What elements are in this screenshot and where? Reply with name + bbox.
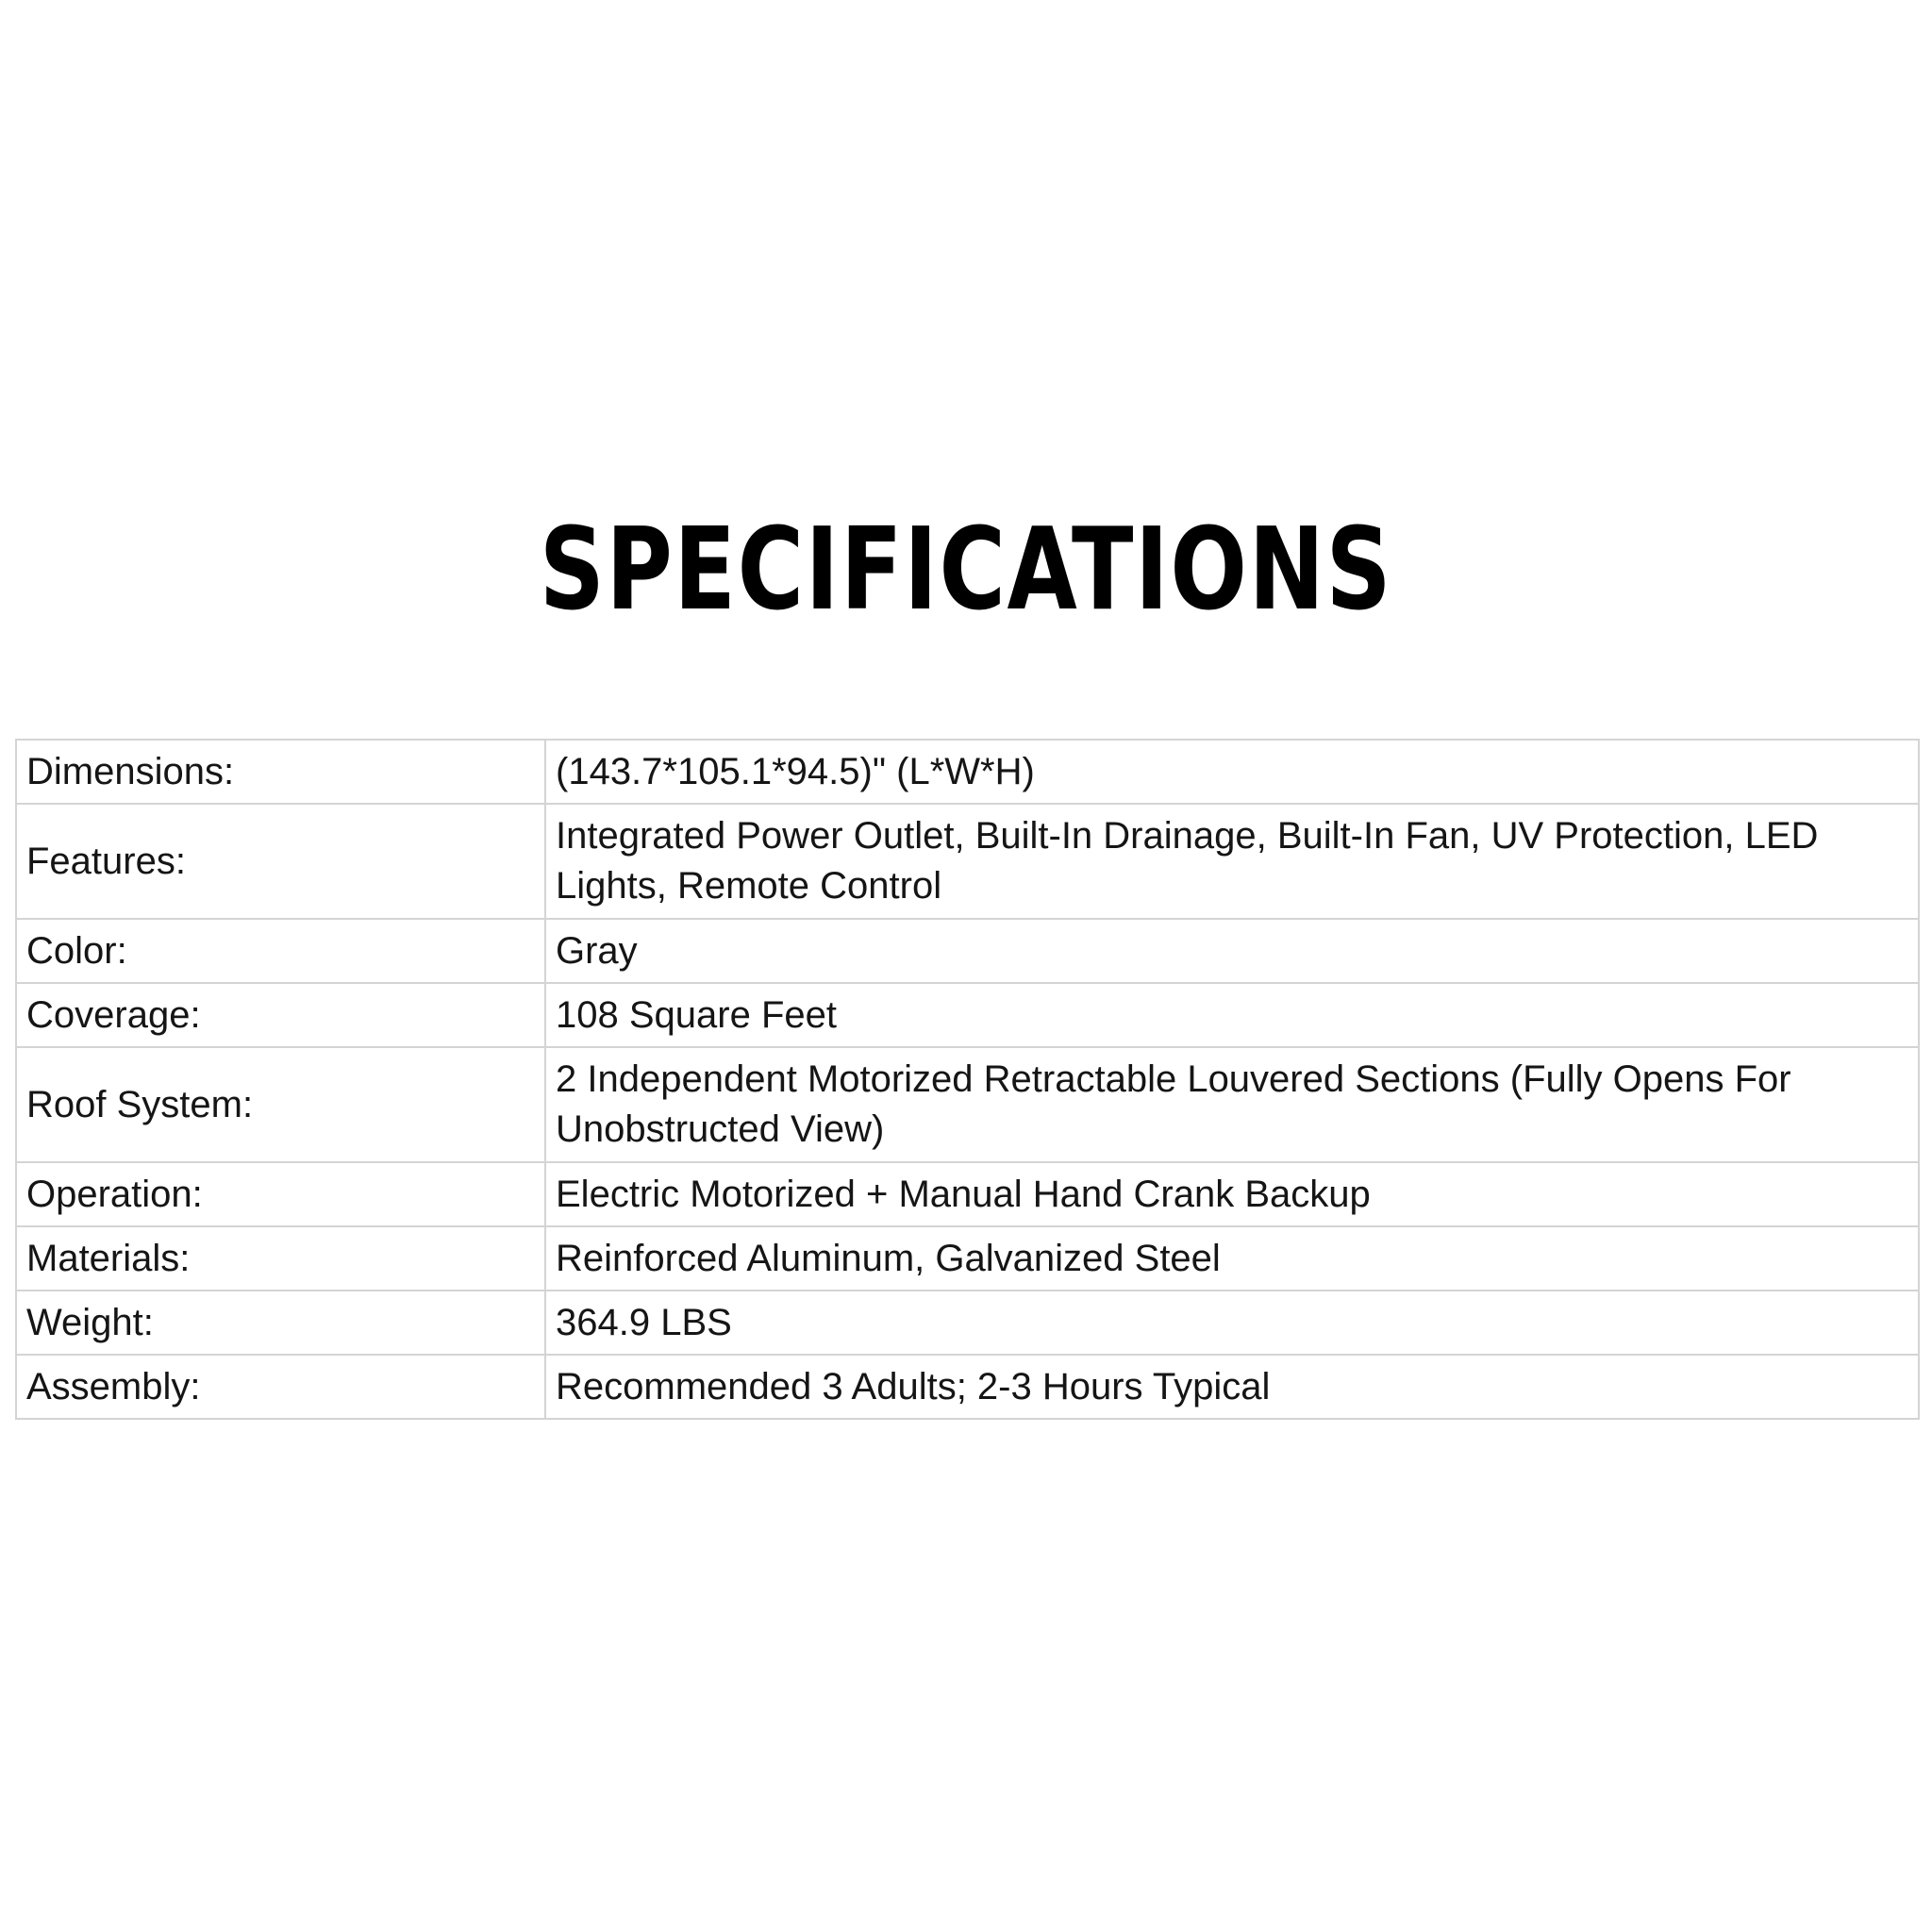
- table-row: [16, 1226, 1919, 1291]
- spec-label: Operation:: [16, 1162, 545, 1226]
- spec-value: Recommended 3 Adults; 2-3 Hours Typical: [545, 1355, 1919, 1419]
- spec-label: Weight:: [16, 1291, 545, 1355]
- table-row: [16, 1162, 1919, 1226]
- specifications-table: [15, 739, 1920, 1420]
- table-row: [16, 804, 1919, 919]
- spec-label: Features:: [16, 804, 545, 919]
- spec-label: Dimensions:: [16, 740, 545, 804]
- table-row: [16, 740, 1919, 804]
- spec-label: Assembly:: [16, 1355, 545, 1419]
- spec-value: 364.9 LBS: [545, 1291, 1919, 1355]
- spec-label: Color:: [16, 919, 545, 983]
- page-title: SPECIFICATIONS: [539, 505, 1393, 636]
- spec-value: Electric Motorized + Manual Hand Crank Backup: [545, 1162, 1919, 1226]
- spec-value: (143.7*105.1*94.5)" (L*W*H): [545, 740, 1919, 804]
- spec-label: Coverage:: [16, 983, 545, 1047]
- table-row: [16, 983, 1919, 1047]
- table-row: [16, 919, 1919, 983]
- table-row: [16, 1291, 1919, 1355]
- spec-value: Gray: [545, 919, 1919, 983]
- spec-label: Roof System:: [16, 1047, 545, 1162]
- spec-value: Reinforced Aluminum, Galvanized Steel: [545, 1226, 1919, 1291]
- table-row: [16, 1047, 1919, 1162]
- spec-value: Integrated Power Outlet, Built-In Drainage, Built-In Fan, UV Protection, LED Lights, Remote Control: [545, 804, 1919, 919]
- spec-label: Materials:: [16, 1226, 545, 1291]
- table-row: [16, 1355, 1919, 1419]
- spec-value: 2 Independent Motorized Retractable Louvered Sections (Fully Opens For Unobstructed View): [545, 1047, 1919, 1162]
- spec-value: 108 Square Feet: [545, 983, 1919, 1047]
